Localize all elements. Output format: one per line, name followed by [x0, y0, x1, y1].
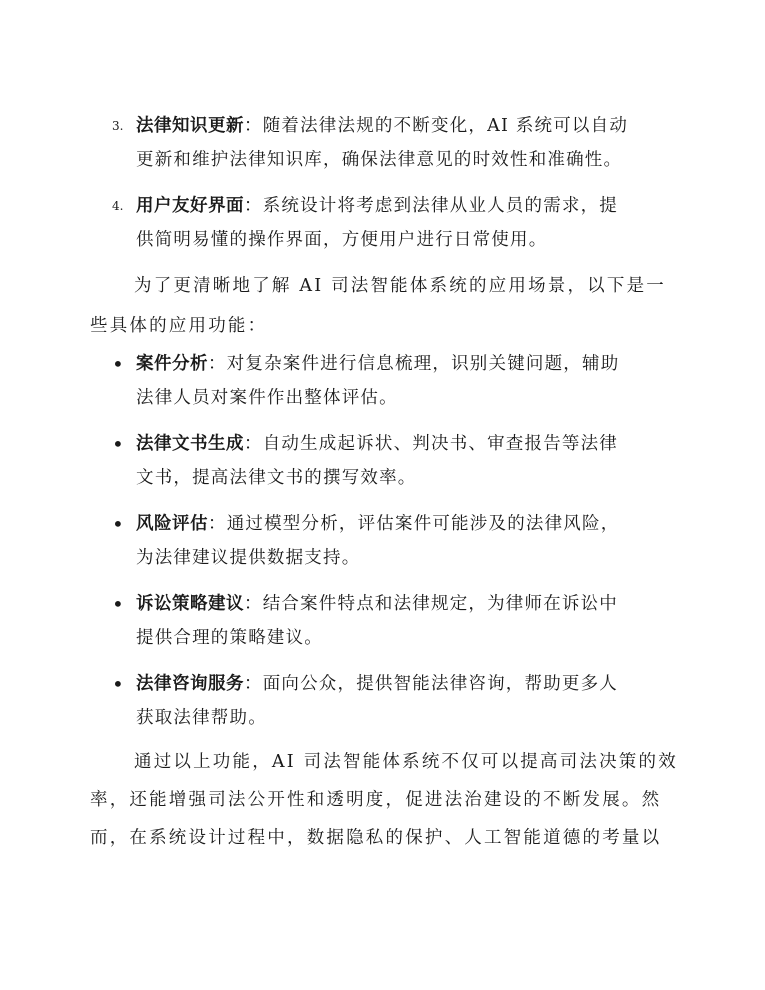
list-item-line	[136, 506, 619, 542]
list-item-colon: ：	[208, 514, 227, 534]
list-item-colon: ：	[208, 354, 227, 374]
list-item-text-continued: 供简明易懂的操作界面，方便用户进行日常使用。	[136, 230, 548, 250]
list-item-text-continued: 文书，提高法律文书的撰写效率。	[136, 468, 417, 488]
list-item-term: 诉讼策略建议	[136, 594, 244, 614]
list-item-term: 法律咨询服务	[136, 674, 244, 694]
list-item-colon: ：	[244, 434, 263, 454]
paragraph-line: 些具体的应用功能：	[90, 316, 268, 336]
bullet-icon: •	[112, 512, 124, 536]
list-item-colon: ：	[244, 674, 263, 694]
list-item-line	[136, 426, 618, 462]
bullet-icon: •	[112, 352, 124, 376]
list-item-line	[136, 346, 619, 382]
list-item-line	[136, 108, 628, 144]
list-item-colon: ：	[244, 594, 263, 614]
list-item-term: 法律文书生成	[136, 434, 244, 454]
bullet-icon: •	[112, 432, 124, 456]
paragraph-line: 而，在系统设计过程中，数据隐私的保护、人工智能道德的考量以	[90, 828, 662, 848]
list-number: 3.	[112, 119, 124, 133]
paragraph-line: 率，还能增强司法公开性和透明度，促进法治建设的不断发展。然	[90, 790, 662, 810]
bullet-icon: •	[112, 672, 124, 696]
list-item-text-continued: 法律人员对案件作出整体评估。	[136, 388, 398, 408]
list-item-text: 结合案件特点和法律规定，为律师在诉讼中	[262, 594, 619, 614]
list-number: 4.	[112, 199, 124, 213]
list-item-colon: ：	[244, 116, 263, 136]
list-item-colon: ：	[244, 196, 263, 216]
list-item-text: 随着法律法规的不断变化，AI 系统可以自动	[262, 116, 629, 136]
list-item-term: 法律知识更新	[136, 116, 244, 136]
list-item-term: 用户友好界面	[136, 196, 244, 216]
list-item-term: 风险评估	[136, 514, 208, 534]
list-item-text: 对复杂案件进行信息梳理，识别关键问题，辅助	[226, 354, 620, 374]
list-item-line	[136, 188, 618, 224]
list-item-text: 通过模型分析，评估案件可能涉及的法律风险，	[226, 514, 620, 534]
list-item-text: 自动生成起诉状、判决书、审查报告等法律	[262, 434, 619, 454]
list-item-term: 案件分析	[136, 354, 208, 374]
list-item-text: 面向公众，提供智能法律咨询，帮助更多人	[262, 674, 619, 694]
list-item-text-continued: 提供合理的策略建议。	[136, 628, 323, 648]
list-item-line	[136, 666, 618, 702]
list-item-line	[136, 586, 618, 622]
list-item-text: 系统设计将考虑到法律从业人员的需求，提	[262, 196, 619, 216]
list-item-text-continued: 更新和维护法律知识库，确保法律意见的时效性和准确性。	[136, 150, 623, 170]
list-item-text-continued: 获取法律帮助。	[136, 708, 267, 728]
list-item-text-continued: 为法律建议提供数据支持。	[136, 548, 361, 568]
paragraph-line: 为了更清晰地了解 AI 司法智能体系统的应用场景，以下是一	[134, 276, 666, 296]
bullet-icon: •	[112, 592, 124, 616]
paragraph-line: 通过以上功能，AI 司法智能体系统不仅可以提高司法决策的效	[134, 752, 678, 772]
